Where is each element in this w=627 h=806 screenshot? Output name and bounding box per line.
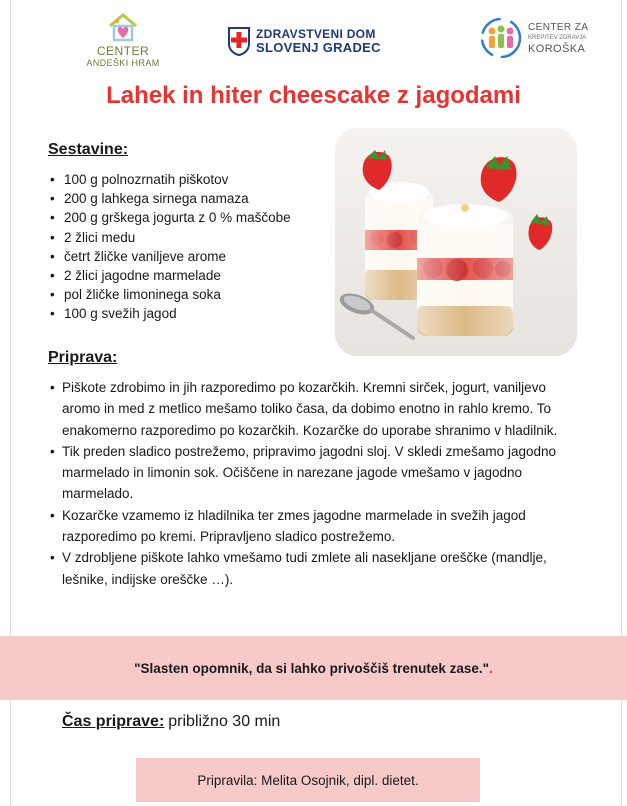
ingredients-heading: Sestavine: <box>48 141 129 158</box>
logo-center-andeski-hram <box>78 12 168 68</box>
logo-center-line1: ZDRAVSTVENI DOM <box>256 27 376 41</box>
logo-right-line1: CENTER ZA <box>528 21 589 33</box>
ingredient-item: • 100 g svežih jagod <box>48 304 291 323</box>
ingredient-item: • 2 žlici medu <box>48 228 291 247</box>
logo-left-line1: CENTER <box>96 44 150 58</box>
prep-time-value: približno 30 min <box>168 713 281 730</box>
preparation-heading: Priprava: <box>48 349 118 366</box>
ingredients-list <box>48 170 291 324</box>
preparation-step: • Kozarčke vzamemo iz hladilnika ter zmes jagodne marmelade in svežih jagod razporedimo po kremi. Pripravljeno sladico postrežemo. <box>48 505 568 548</box>
ingredient-item: • četrt žličke vaniljeve arome <box>48 247 291 266</box>
logo-right-line3: KOROŠKA <box>528 42 586 55</box>
quote-trail: . <box>489 660 493 676</box>
preparation-step: • V zdrobljene piškote lahko vmešamo tudi zmlete ali nasekljane oreščke (mandlje, lešnike, indijske oreščke …). <box>48 547 568 590</box>
logo-center-line2: SLOVENJ GRADEC <box>256 40 381 55</box>
quote-text: "Slasten opomnik, da si lahko privoščiš trenutek zase." <box>134 660 490 676</box>
prep-time <box>62 713 280 731</box>
prep-time-label: Čas priprave: <box>62 713 165 730</box>
ingredient-item: • 100 g polnozrnatih piškotov <box>48 170 291 189</box>
ingredient-item: • pol žličke limoninega soka <box>48 285 291 304</box>
ingredient-item: • 200 g grškega jogurta z 0 % maščobe <box>48 208 291 227</box>
logo-center-za-krepitev-zdravja <box>480 18 588 58</box>
quote-band <box>0 636 627 700</box>
recipe-title: Lahek in hiter cheescake z jagodami <box>106 82 521 109</box>
red-cross-shield-icon <box>228 26 250 56</box>
house-hearts-icon <box>106 12 140 42</box>
preparation-step: • Piškote zdrobimo in jih razporedimo po kozarčkih. Kremni sirček, jogurt, vaniljevo aromo in med z metlico mešamo toliko časa, da dobimo enotno in rahlo kremo. To enakomerno razporedimo po kozarčkih. Kozarčke do uporabe shranimo v hladilnik. <box>48 377 568 441</box>
preparation-step: • Tik preden sladico postrežemo, pripravimo jagodni sloj. V skledi zmešamo jagodno marmelado in limonin sok. Očiščene in narezane jagode vmešamo v jagodno marmelado. <box>48 441 568 505</box>
author-credit: Pripravila: Melita Osojnik, dipl. dietet. <box>136 758 480 802</box>
logo-zdravstveni-dom <box>228 26 381 56</box>
ingredient-item: • 2 žlici jagodne marmelade <box>48 266 291 285</box>
strawberry-cheesecake-photo <box>335 128 577 356</box>
preparation-steps <box>48 377 568 590</box>
ingredient-item: • 200 g lahkega sirnega namaza <box>48 189 291 208</box>
logo-left-line2: ANDEŠKI HRAM <box>86 58 160 68</box>
family-figures-icon <box>480 18 522 58</box>
logo-right-line2: KREPITEV ZDRAVJA <box>528 34 587 41</box>
